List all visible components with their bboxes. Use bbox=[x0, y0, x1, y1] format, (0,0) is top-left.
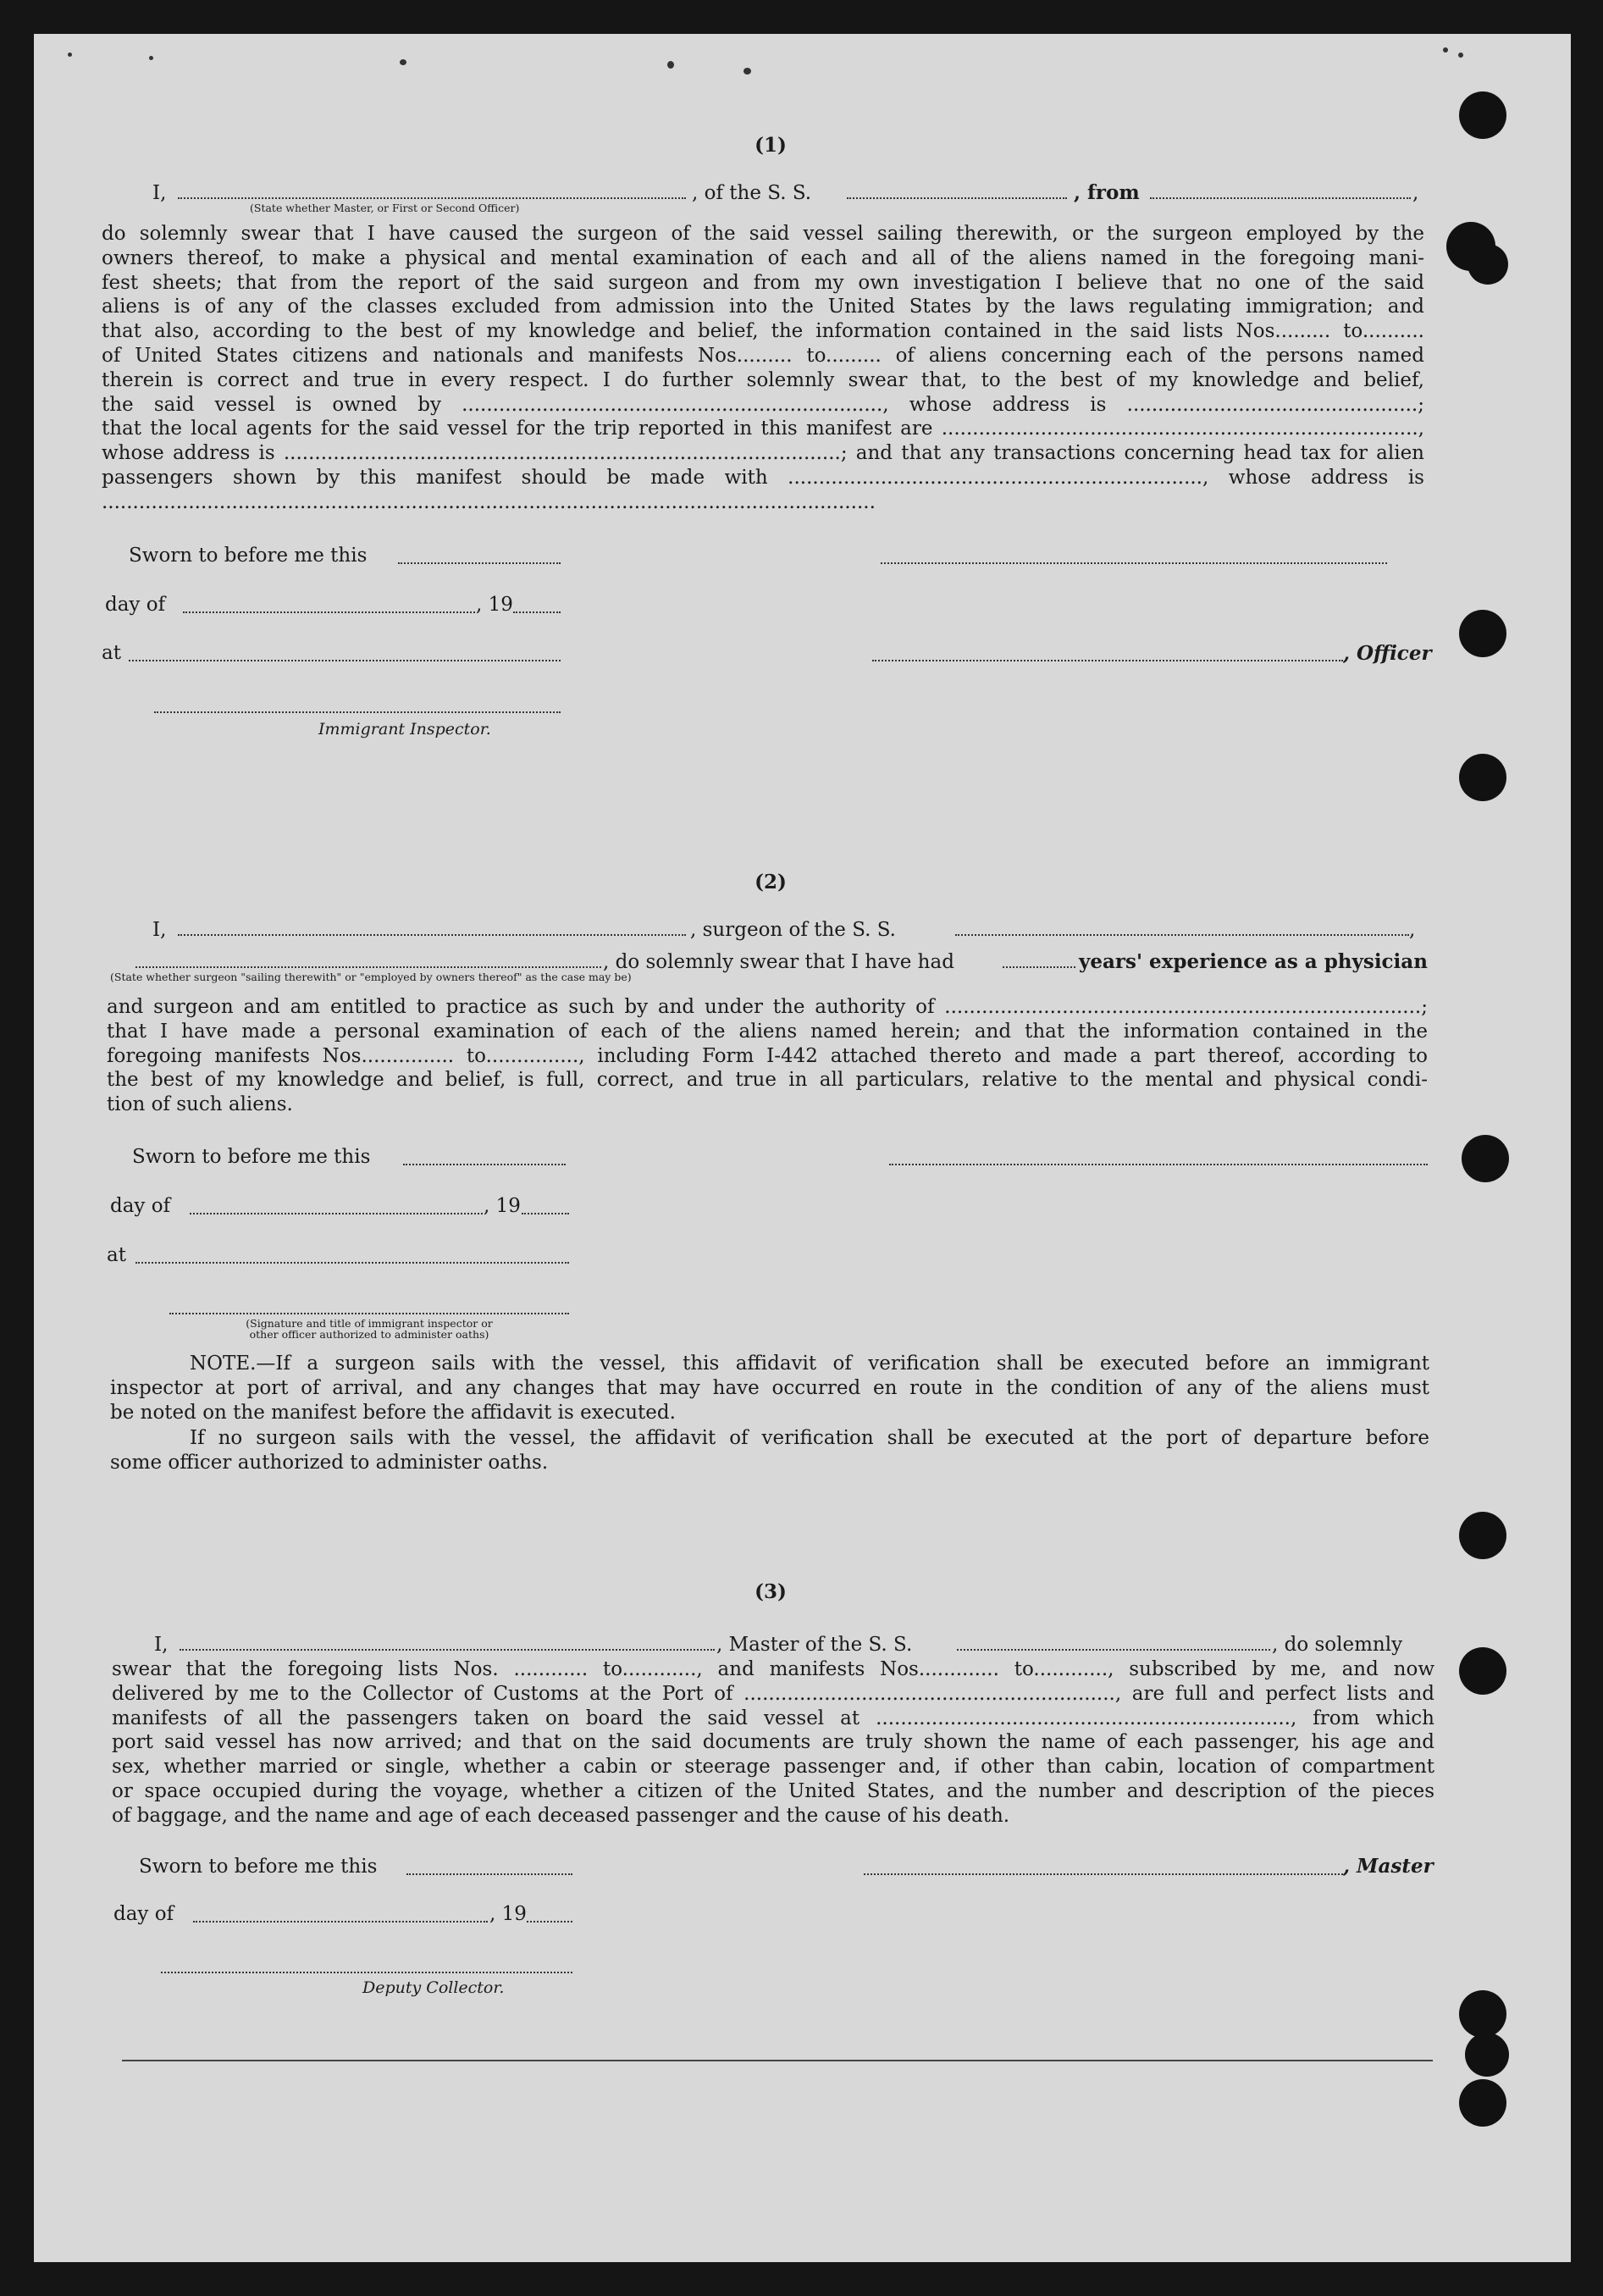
punch-hole bbox=[1468, 244, 1508, 285]
surgeon-type-field[interactable] bbox=[135, 966, 601, 968]
from-port-field[interactable] bbox=[1150, 197, 1411, 199]
sworn-date-field-2[interactable] bbox=[403, 1164, 566, 1165]
line1-end: , bbox=[1412, 182, 1419, 204]
line1-i: I, bbox=[152, 182, 167, 204]
s3-master-of: , Master of the S. S. bbox=[716, 1634, 913, 1656]
note-paragraph-2: If no surgeon sails with the vessel, the affidavit of verification shall be executed at the port of departure before some officer authorized to administer oaths. bbox=[110, 1427, 1429, 1474]
master-label: , Master bbox=[1343, 1855, 1434, 1878]
punch-hole bbox=[1459, 1647, 1506, 1695]
s2-ship-name-field[interactable] bbox=[955, 934, 1409, 936]
section-2-body: and surgeon and am entitled to practice as such by and under the authority of .............................................................................; that I have made a personal examination of each of the aliens named herein; and that the information contained in the foregoing manifests Nos............... to..............., including Form I-442 attached thereto and made a part thereof, according to the best of my knowledge and belief, is full, correct, and true in all particulars, relative to the mental and physical condi- tion of such aliens. bbox=[107, 996, 1428, 1116]
line1-from: , from bbox=[1074, 181, 1140, 204]
at-label-2: at bbox=[107, 1244, 126, 1266]
sworn-date-field-3[interactable] bbox=[406, 1873, 572, 1875]
section-3-number: (3) bbox=[755, 1580, 787, 1603]
year-label-1: , 19 bbox=[476, 594, 513, 616]
collector-signature-field[interactable] bbox=[161, 1972, 572, 1973]
note-surgeon-type: (State whether surgeon "sailing therewith" or "employed by owners thereof" as the case may be) bbox=[110, 971, 632, 983]
s3-line1-i: I, bbox=[154, 1634, 169, 1656]
master-signature-field[interactable] bbox=[864, 1873, 1343, 1875]
surgeon-signature-field[interactable] bbox=[889, 1164, 1428, 1165]
year-field-3[interactable] bbox=[527, 1921, 572, 1923]
section-3-body: swear that the foregoing lists Nos. ............ to............, and manifests Nos............. to............, subscribed by me, and now delivered by me to the Collector of Customs at the Port of ............................................................, are full and perfect lists and manifests of all the passengers taken on board the said vessel at ..................................................................., from which port said vessel has now arrived; and that on the said documents are truly shown the name of each passenger, his age and sex, whether married or single, whether a cabin or steerage passenger and, if other than cabin, location of compartment or space occupied during the voyage, whether a citizen of the United States, and the number and description of the pieces of baggage, and the name and age of each deceased passenger and the cause of his death. bbox=[112, 1658, 1434, 1827]
s2-surgeon-of: , surgeon of the S. S. bbox=[690, 919, 896, 941]
punch-hole bbox=[1459, 2079, 1506, 2127]
s2-line1-end: , bbox=[1409, 919, 1416, 941]
sworn-label-2: Sworn to before me this bbox=[132, 1146, 371, 1168]
line1-of-ss: , of the S. S. bbox=[692, 182, 812, 204]
signature-note-1: (Signature and title of immigrant inspector or bbox=[246, 1317, 493, 1330]
s3-master-name-field[interactable] bbox=[180, 1649, 715, 1651]
section-1-number: (1) bbox=[755, 134, 787, 157]
at-label-1: at bbox=[102, 642, 121, 664]
punch-hole bbox=[1459, 1512, 1506, 1559]
officer-signature-line-top[interactable] bbox=[881, 562, 1387, 564]
surgeon-name-field[interactable] bbox=[178, 934, 686, 936]
officer-signature-field[interactable] bbox=[872, 660, 1343, 661]
s3-ship-name-field[interactable] bbox=[957, 1649, 1270, 1651]
ship-name-field[interactable] bbox=[847, 197, 1067, 199]
s3-solemnly: , do solemnly bbox=[1272, 1634, 1403, 1656]
signature-note-2: other officer authorized to administer oaths) bbox=[249, 1328, 489, 1341]
sworn-label-3: Sworn to before me this bbox=[139, 1856, 378, 1878]
bottom-rule bbox=[122, 2060, 1433, 2061]
s2-officer-signature-field[interactable] bbox=[169, 1313, 569, 1314]
at-field-2[interactable] bbox=[135, 1262, 569, 1264]
day-of-label-2: day of bbox=[110, 1195, 171, 1217]
deputy-collector-label: Deputy Collector. bbox=[362, 1978, 505, 1997]
at-field-1[interactable] bbox=[129, 660, 561, 661]
year-field-2[interactable] bbox=[522, 1213, 569, 1214]
year-label-3: , 19 bbox=[489, 1903, 527, 1925]
punch-hole bbox=[1465, 2033, 1509, 2077]
section-1-body: do solemnly swear that I have caused the surgeon of the said vessel sailing therewith, or the surgeon employed by the owners thereof, to make a physical and mental examination of each and all of the aliens named in the foregoing mani- fest sheets; that from the report of the said surgeon and from my own investigation I believe that no one of the said aliens is of any of the classes excluded from admission into the United States by the laws regulating immigration; and that also, according to the best of my knowledge and belief, the information contained in the said lists Nos......... to.......... of United States citizens and nationals and manifests Nos......... to......... of aliens concerning each of the persons named therein is correct and true in every respect. I do further solemnly swear that, to the best of my knowledge and belief, the said vessel is owned by ...................................................................., whose address is ...............................................; that the local agents for the said vessel for the trip reported in this manifest are ............................................................................., whose address is ..........................................................................................; and that any transactions concerning head tax for alien passengers shown by this manifest should be made with ..................................................................., whose address is ............................................................................................................................. bbox=[102, 223, 1424, 513]
master-name-field[interactable] bbox=[178, 197, 686, 199]
inspector-signature-field[interactable] bbox=[154, 711, 561, 713]
punch-hole bbox=[1459, 1990, 1506, 2038]
punch-hole bbox=[1459, 610, 1506, 657]
day-of-label-3: day of bbox=[113, 1903, 174, 1925]
note-paragraph: NOTE.—If a surgeon sails with the vessel, this affidavit of verification shall be executed before an immigrant inspector at port of arrival, and any changes that may have occurred en route in the condition of any of the aliens must be noted on the manifest before the affidavit is executed. bbox=[110, 1353, 1429, 1424]
immigrant-inspector-label: Immigrant Inspector. bbox=[318, 720, 491, 739]
s2-years: years' experience as a physician bbox=[1079, 950, 1428, 973]
year-field-1[interactable] bbox=[513, 611, 561, 613]
sworn-date-field-1[interactable] bbox=[398, 562, 561, 564]
day-of-field-1[interactable] bbox=[183, 611, 475, 613]
punch-hole bbox=[1459, 754, 1506, 801]
punch-hole bbox=[1462, 1135, 1509, 1182]
day-of-label-1: day of bbox=[105, 594, 166, 616]
s2-swear: , do solemnly swear that I have had bbox=[603, 951, 954, 973]
s2-line1-i: I, bbox=[152, 919, 167, 941]
document-page bbox=[34, 34, 1571, 2262]
day-of-field-2[interactable] bbox=[190, 1213, 483, 1214]
punch-hole bbox=[1459, 91, 1506, 139]
years-experience-field[interactable] bbox=[1003, 966, 1075, 968]
year-label-2: , 19 bbox=[484, 1195, 521, 1217]
section-2-number: (2) bbox=[755, 871, 787, 894]
day-of-field-3[interactable] bbox=[193, 1921, 488, 1923]
sworn-label-1: Sworn to before me this bbox=[129, 545, 368, 567]
note-master-officer: (State whether Master, or First or Second Officer) bbox=[250, 202, 520, 214]
officer-label: , Officer bbox=[1343, 642, 1432, 665]
